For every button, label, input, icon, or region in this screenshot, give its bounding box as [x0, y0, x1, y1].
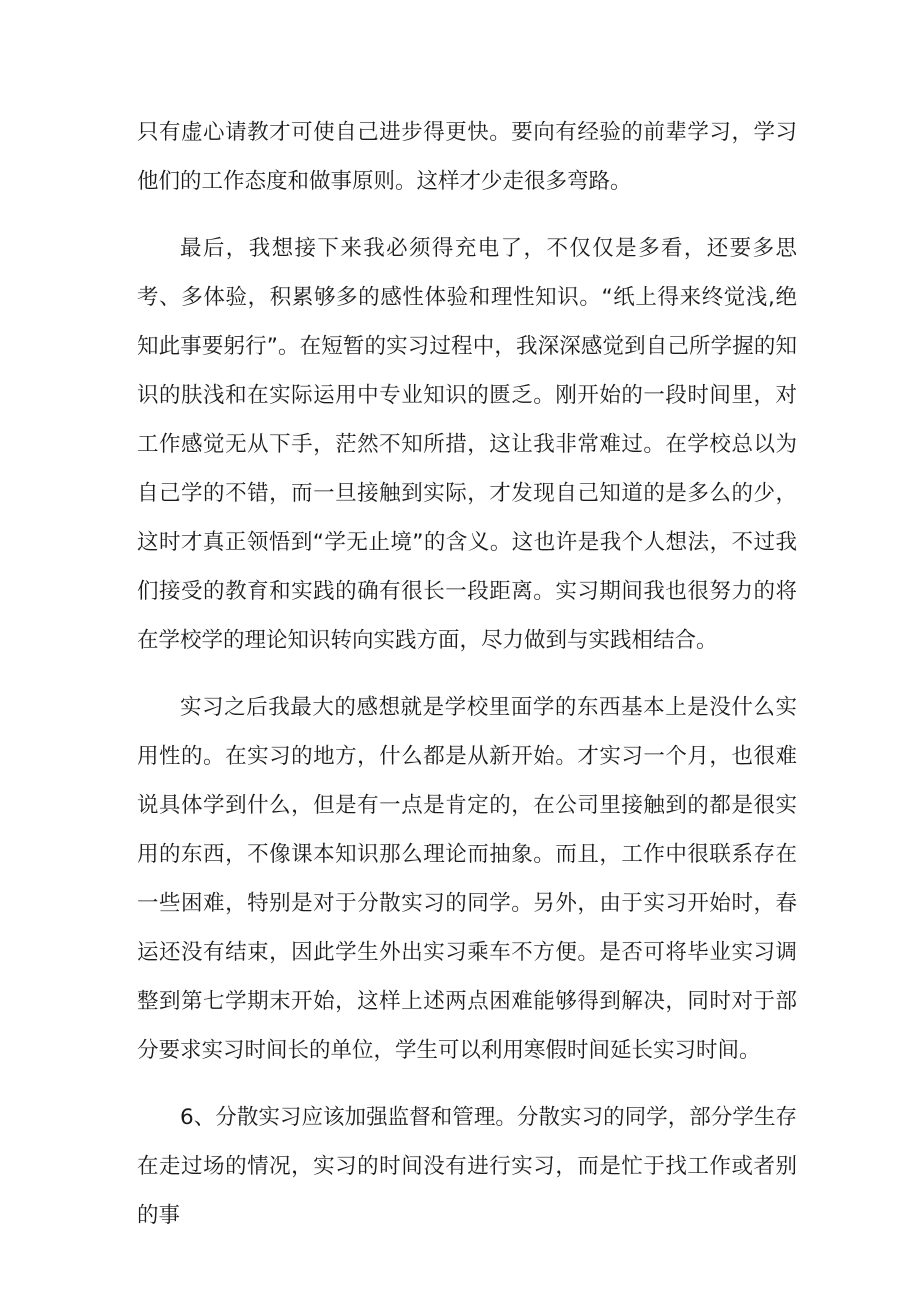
paragraph-3: 实习之后我最大的感想就是学校里面学的东西基本上是没什么实用性的。在实习的地方，什么都是从新开始。才实习一个月，也很难说具体学到什么，但是有一点是肯定的，在公司里接触到的都是很实用的东西，不像课本知识那么理论而抽象。而且，工作中很联系存在一些困难，特别是对于分散实习的同学。另外，由于实习开始时，春运还没有结束，因此学生外出实习乘车不方便。是否可将毕业实习调整到第七学期末开始，这样上述两点困难能够得到解决，同时对于部分要求实习时间长的单位，学生可以利用寒假时间延长实习时间。: [137, 695, 797, 1063]
paragraph-1: 只有虚心请教才可使自己进步得更快。要向有经验的前辈学习，学习他们的工作态度和做事原则。这样才少走很多弯路。: [137, 120, 797, 194]
document-body: [137, 108, 797, 1240]
paragraph-2: 最后，我想接下来我必须得充电了，不仅仅是多看，还要多思考、多体验，积累够多的感性体验和理性知识。“纸上得来终觉浅,绝知此事要躬行”。在短暂的实习过程中，我深深感觉到自己所学握的知识的肤浅和在实际运用中专业知识的匮乏。刚开始的一段时间里，对工作感觉无从下手，茫然不知所措，这让我非常难过。在学校总以为自己学的不错，而一旦接触到实际，才发现自己知道的是多么的少，这时才真正领悟到“学无止境”的含义。这也许是我个人想法，不过我们接受的教育和实践的确有很长一段距离。实习期间我也很努力的将在学校学的理论知识转向实践方面，尽力做到与实践相结合。: [137, 236, 797, 653]
paragraph-4: 6、分散实习应该加强监督和管理。分散实习的同学，部分学生存在走过场的情况，实习的时间没有进行实习，而是忙于找工作或者别的事: [137, 1105, 797, 1228]
